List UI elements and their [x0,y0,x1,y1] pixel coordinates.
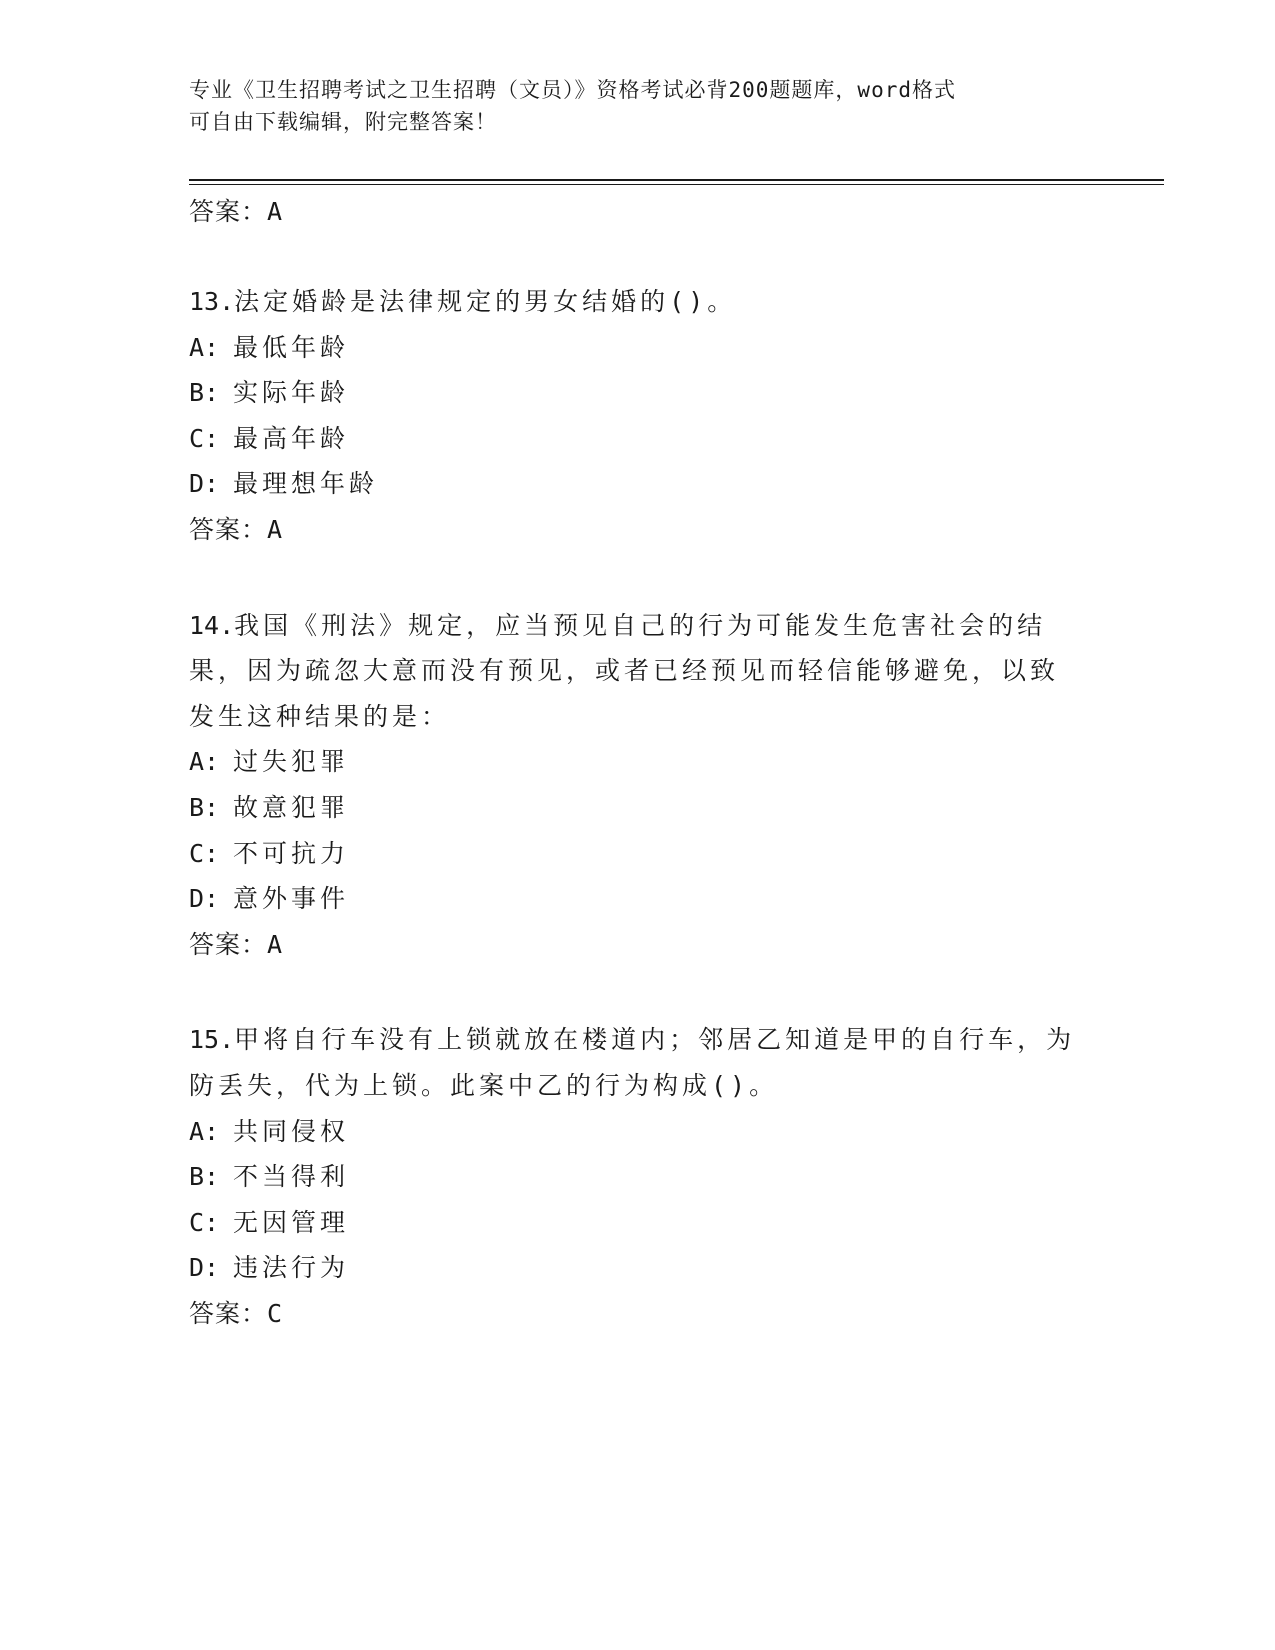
option-a [189,1109,1089,1155]
answer-value: C [267,1298,284,1328]
question-13 [189,279,1089,553]
option-letter: C: [189,838,220,868]
answer-label: 答案： [189,1298,268,1328]
option-text: 最低年龄 [233,332,350,362]
option-text: 最理想年龄 [233,469,379,499]
previous-question-answer [189,195,1089,229]
option-a [189,325,1089,371]
option-letter: A: [189,332,220,362]
question-number: 14. [189,610,235,640]
option-c [189,416,1089,462]
question-number: 15. [189,1025,235,1055]
option-c [189,1200,1089,1246]
answer-value: A [267,514,284,544]
option-letter: A: [189,1116,220,1146]
question-text: 我国《刑法》规定，应当预见自己的行为可能发生危害社会的结果，因为疏忽大意而没有预见，或者已经预见而轻信能够避免，以致发生这种结果的是： [189,610,1060,731]
option-letter: B: [189,792,220,822]
option-text: 故意犯罪 [233,792,350,822]
option-text: 过失犯罪 [233,747,350,777]
option-a [189,739,1089,785]
document-header [189,74,1069,138]
question-text: 法定婚龄是法律规定的男女结婚的()。 [234,287,737,316]
header-divider-thin [189,184,1164,185]
question-list [189,192,1089,1336]
option-c [189,831,1089,877]
question-answer [189,922,1089,968]
header-line-2: 可自由下载编辑，附完整答案！ [189,110,497,134]
question-stem [189,279,1084,325]
option-text: 不可抗力 [233,838,350,868]
option-d [189,1245,1089,1291]
option-b [189,1154,1089,1200]
option-text: 共同侵权 [233,1116,350,1146]
option-letter: C: [189,1207,220,1237]
option-letter: A: [189,747,220,777]
option-letter: D: [189,1253,220,1283]
header-divider-thick [189,179,1164,181]
question-answer [189,507,1089,553]
header-line-1: 专业《卫生招聘考试之卫生招聘（文员）》资格考试必背200题题库，word格式 [189,78,956,102]
option-text: 无因管理 [233,1207,350,1237]
option-text: 意外事件 [233,884,350,914]
answer-label: 答案： [189,929,268,959]
answer-label: 答案： [189,197,268,226]
answer-value: A [267,929,284,959]
option-text: 违法行为 [233,1253,350,1283]
option-text: 最高年龄 [233,423,350,453]
option-b [189,785,1089,831]
option-d [189,876,1089,922]
option-text: 实际年龄 [233,378,350,408]
answer-label: 答案： [189,514,268,544]
option-text: 不当得利 [233,1162,350,1192]
question-stem [189,603,1084,740]
option-letter: C: [189,423,220,453]
question-number: 13. [189,287,235,316]
option-letter: B: [189,1162,220,1192]
option-d [189,461,1089,507]
question-text: 甲将自行车没有上锁就放在楼道内；邻居乙知道是甲的自行车，为防丢失，代为上锁。此案中乙的行为构成()。 [189,1025,1076,1100]
option-b [189,370,1089,416]
question-stem [189,1017,1084,1108]
question-14 [189,603,1089,968]
answer-value: A [267,197,284,226]
question-15 [189,1017,1089,1336]
option-letter: B: [189,378,220,408]
question-answer [189,1291,1089,1337]
option-letter: D: [189,469,220,499]
option-letter: D: [189,884,220,914]
